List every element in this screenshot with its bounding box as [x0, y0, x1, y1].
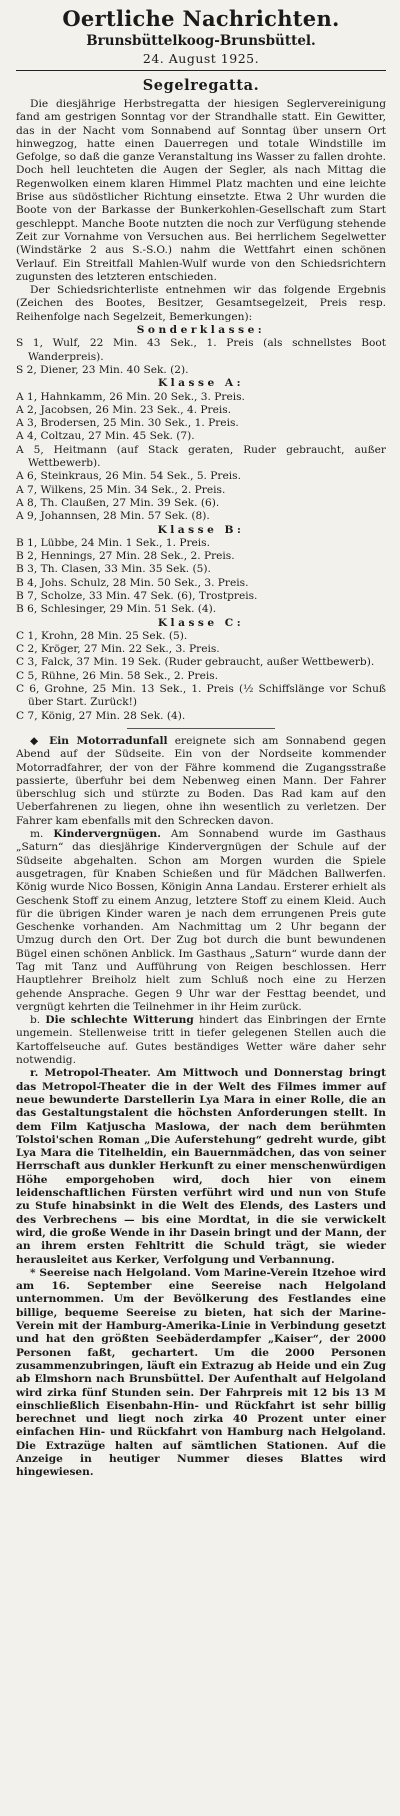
- result-row: B 4, Johs. Schulz, 28 Min. 50 Sek., 3. Preis.: [16, 576, 249, 589]
- result-row: C 7, König, 27 Min. 28 Sek. (4).: [16, 709, 186, 722]
- article-paragraph: Die diesjährige Herbstregatta der hiesigen Seglervereinigung fand am gestrigen Sonntag vor der Strandhalle statt. Ein Gewitter, das in der Nacht vom Sonnabend auf Sonntag über unsern Ort hinwegzog, hatte einen Dauerregen und totale Windstille im Gefolge, so daß die ganze Veranstaltung ins Wasser zu fallen drohte. Doch hell leuchteten die Augen der Segler, als nach Mittag die Regenwolken einem klaren Himmel Platz machten und eine leichte Brise aus südöstlicher Richtung einsetzte. Etwa 2 Uhr wurden die Boote von der Barkasse der Bunkerkohlen-Gesellschaft zum Start geschleppt. Manche Boote nutzten die noch zur Verfügung stehende Zeit zur Vornahme von Versuchen aus. Bei herrlichem Segelwetter (Windstärke 2 aus S.-S.O.) nahm die Wettfahrt einen schönen Verlauf. Ein Streitfall Mahlen-Wulf wurde von den Schiedsrichtern zugunsten des letzteren entschieden.: [16, 98, 386, 283]
- result-row: B 6, Schlesinger, 29 Min. 51 Sek. (4).: [16, 603, 217, 616]
- author-mark: b.: [30, 1014, 41, 1027]
- result-row: A 2, Jacobsen, 26 Min. 23 Sek., 4. Preis.: [16, 403, 232, 416]
- article-motorradunfall: [16, 735, 386, 828]
- article-metropol-theater: [16, 1067, 386, 1266]
- result-row: C 2, Kröger, 27 Min. 22 Sek., 3. Preis.: [16, 643, 220, 656]
- section-title: Oertliche Nachrichten.: [62, 6, 340, 31]
- article-text: hindert das Einbringen der Ernte ungemein. Stellenweise tritt in tiefer gelegenen Stellen auch die Kartoffelseuche auf. Gutes beständiges Wetter wäre daher sehr notwendig.: [16, 1014, 386, 1067]
- result-row: A 5, Heitmann (auf Stack geraten, Ruder gebraucht, außer Wettbewerb).: [16, 443, 386, 470]
- result-row: C 5, Rühne, 26 Min. 58 Sek., 2. Preis.: [16, 669, 219, 682]
- article-witterung: [16, 1014, 386, 1067]
- result-row: A 6, Steinkraus, 26 Min. 54 Sek., 5. Preis.: [16, 470, 241, 483]
- result-row: A 7, Wilkens, 25 Min. 34 Sek., 2. Preis.: [16, 483, 226, 496]
- article-kindervergnuegen: [16, 828, 386, 1014]
- article-headline: Ein Motorradunfall: [49, 734, 168, 747]
- article-title: Segelregatta.: [142, 77, 260, 94]
- class-heading: Klasse C:: [157, 616, 245, 629]
- result-row: B 2, Hennings, 27 Min. 28 Sek., 2. Preis.: [16, 550, 235, 563]
- locality-subtitle: Brunsbüttelkoog-Brunsbüttel.: [86, 33, 316, 49]
- result-row: S 2, Diener, 23 Min. 40 Sek. (2).: [16, 363, 189, 376]
- class-heading: Sonderklasse:: [136, 324, 266, 337]
- star-mark: *: [30, 1266, 40, 1279]
- bullet-mark: ◆: [30, 734, 50, 747]
- result-row: B 3, Th. Clasen, 33 Min. 35 Sek. (5).: [16, 563, 211, 576]
- article-seereise: [16, 1267, 386, 1480]
- result-row: A 4, Coltzau, 27 Min. 45 Sek. (7).: [16, 430, 195, 443]
- article-text: Vom Marine-Verein Itzehoe wird am 16. September eine Seereise nach Helgoland unternommen. Um der Bevölkerung des Festlandes eine billige, bequeme Seereise zu bieten, hat sich der Marine-Verein mit der Hamburg-Amerika-Linie in Verbindung gesetzt und hat den größten Seebäderdampfer „Kaiser“, der 2000 Personen faßt, gechartert. Um die 2000 Personen zusammenzubringen, läuft ein Extrazug ab Heide und ein Zug ab Elmshorn nach Brunsbüttel. Der Aufenthalt auf Helgoland wird zirka fünf Stunden sein. Der Fahrpreis mit 12 bis 13 M einschließlich Eisenbahn-Hin- und Rückfahrt ist sehr billig berechnet und liegt noch zirka 40 Prozent unter einer einfachen Hin- und Rückfahrt von Hamburg nach Helgoland. Die Extrazüge halten auf sämtlichen Stationen. Auf die Anzeige in heutiger Nummer dieses Blattes wird hingewiesen.: [16, 1266, 386, 1479]
- result-row: B 7, Scholze, 33 Min. 47 Sek. (6), Trostpreis.: [16, 589, 258, 602]
- article-text: Am Sonnabend wurde im Gasthaus „Saturn“ das diesjährige Kindervergnügen der Schule auf der Südseite abgehalten. Schon am Morgen wurden die Spiele ausgetragen, für Knaben Schießen und für Mädchen Ballwerfen. König wurde Nico Bossen, Königin Anna Landau. Ersterer erhielt als Geschenk Stoff zu einem Anzug, letztere Stoff zu einem Kleid. Auch für die übrigen Kinder waren je nach dem errungenen Preis gute Geschenke vorhanden. Am Nachmittag um 2 Uhr begann der Umzug durch den Ort. Der Zug bot durch die bunt bewundenen Bügel einen schönen Anblick. Im Gasthaus „Saturn“ wurde dann der Tag mit Tanz und Aufführung von Reigen beschlossen. Herr Hauptlehrer Breiholz hielt zum Schluß noch eine zu Herzen gehende Ansprache. Gegen 9 Uhr war der Festtag beendet, und vergnügt kehrten die Teilnehmer in ihr Heim zurück.: [16, 828, 386, 1013]
- result-row: A 1, Hahnkamm, 26 Min. 20 Sek., 3. Preis.: [16, 390, 245, 403]
- result-row: C 6, Grohne, 25 Min. 13 Sek., 1. Preis (½ Schiffslänge vor Schuß über Start. Zurück!): [16, 683, 386, 709]
- article-text: ereignete sich am Sonnabend gegen Abend auf der Südseite. Ein von der Nordseite kommender Motorradfahrer, der von der Fähre kommend die Zugangsstraße passierte, überfuhr bei dem Nebenweg einen Mann. Der Fahrer überschlug sich und stürzte zu Boden. Das Rad kam auf den Ueberfahrenen zu liegen, ohne ihn wesentlich zu verletzen. Der Fahrer kam ebenfalls mit den Schrecken davon.: [16, 734, 386, 827]
- result-row: B 1, Lübbe, 24 Min. 1 Sek., 1. Preis.: [16, 536, 210, 549]
- article-separator: [127, 728, 275, 729]
- article-paragraph: Der Schiedsrichterliste entnehmen wir das folgende Ergebnis (Zeichen des Bootes, Besitzer, Gesamtsegelzeit, Preis resp. Reihenfolge nach Segelzeit, Bemerkungen):: [16, 284, 386, 323]
- masthead: [16, 6, 386, 68]
- result-row: S 1, Wulf, 22 Min. 43 Sek., 1. Preis (als schnellstes Boot Wanderpreis).: [16, 337, 386, 363]
- article-headline: Seereise nach Helgoland.: [39, 1266, 191, 1279]
- issue-date: 24. August 1925.: [142, 51, 260, 66]
- result-row: C 1, Krohn, 28 Min. 25 Sek. (5).: [16, 629, 188, 642]
- result-row: C 3, Falck, 37 Min. 19 Sek. (Ruder gebraucht, außer Wettbewerb).: [16, 656, 375, 669]
- header-rule: [16, 70, 386, 71]
- article-headline: Metropol-Theater.: [44, 1067, 151, 1080]
- article-text: Am Mittwoch und Donnerstag bringt das Metropol-Theater die in der Welt des Filmes immer auf neue bewunderte Darstellerin Lya Mara in einer Rolle, die an das Gestaltungstalent die höchsten Anforderungen stellt. In dem Film Katjuscha Maslowa, der nach dem berühmten Tolstoi'schen Roman „Die Auferstehung“ gedreht wurde, gibt Lya Mara die Titelheldin, ein Bauernmädchen, das von seiner Herrschaft aus dunkler Herkunft zu einer menschenwürdigen Höhe emporgehoben wird, doch hier von einem leidenschaftlichen Fürsten verführt wird und nun von Stufe zu Stufe hinabsinkt in die Welt des Elends, des Lasters und des Verbrechens — bis eine Mordtat, in die sie verwickelt wird, die große Wende in ihr Dasein bringt und der Mann, der an ihrem ersten Fehltritt die Schuld trägt, sie wieder herausleitet aus Kerker, Verfolgung und Verbannung.: [16, 1067, 386, 1266]
- article-headline: Kindervergnügen.: [53, 828, 161, 841]
- result-row: A 3, Brodersen, 25 Min. 30 Sek., 1. Preis.: [16, 417, 239, 430]
- article-headline: Die schlechte Witterung: [45, 1014, 194, 1027]
- result-row: A 8, Th. Claußen, 27 Min. 39 Sek. (6).: [16, 496, 220, 509]
- class-heading: Klasse A:: [157, 377, 245, 390]
- author-mark: m.: [30, 828, 44, 841]
- article-regatta: [16, 75, 386, 723]
- result-row: A 9, Johannsen, 28 Min. 57 Sek. (8).: [16, 510, 210, 523]
- author-mark: r.: [30, 1067, 39, 1080]
- class-heading: Klasse B:: [157, 523, 245, 536]
